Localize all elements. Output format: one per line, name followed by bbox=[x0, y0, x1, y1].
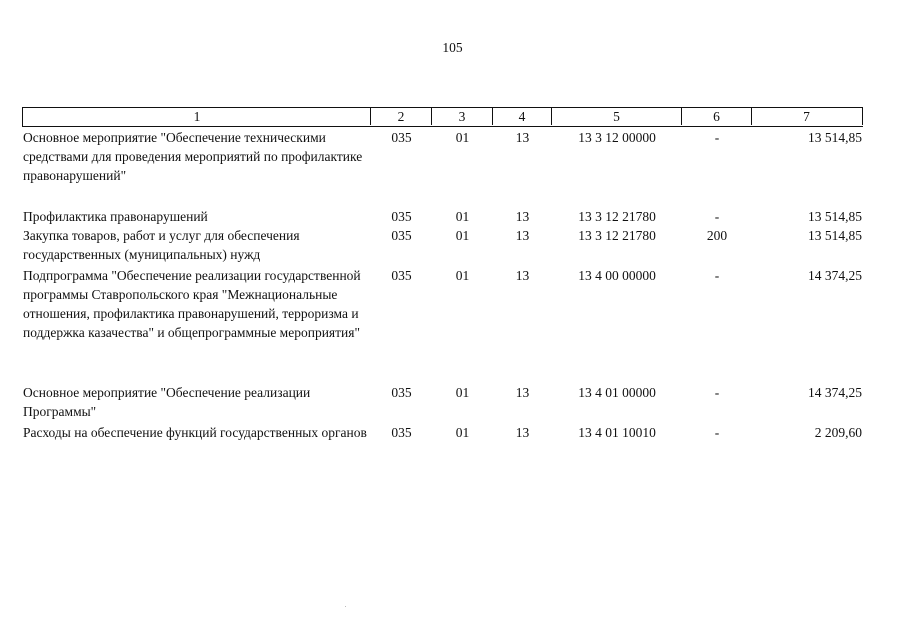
row-csr: 13 3 12 21780 bbox=[578, 209, 656, 224]
row-sum: 2 209,60 bbox=[814, 425, 862, 440]
row-podrazdel: 13 bbox=[515, 209, 530, 224]
row-vedomstvo: 035 bbox=[391, 385, 412, 400]
table-row bbox=[22, 207, 863, 226]
row-sum: 14 374,25 bbox=[808, 385, 862, 400]
header-col-4: 4 bbox=[493, 108, 552, 125]
row-sum: 13 514,85 bbox=[808, 209, 862, 224]
row-sum: 13 514,85 bbox=[808, 130, 862, 145]
row-csr: 13 4 01 10010 bbox=[578, 425, 656, 440]
header-col-1: 1 bbox=[23, 108, 371, 125]
scan-speck bbox=[345, 606, 346, 607]
row-vr: - bbox=[714, 209, 720, 224]
row-vedomstvo: 035 bbox=[391, 209, 412, 224]
table-body bbox=[22, 127, 863, 463]
row-razdel: 01 bbox=[455, 209, 470, 224]
row-csr: 13 3 12 00000 bbox=[578, 130, 656, 145]
row-vr: - bbox=[714, 130, 720, 145]
row-csr: 13 4 01 00000 bbox=[578, 385, 656, 400]
row-razdel: 01 bbox=[455, 425, 470, 440]
table-row bbox=[22, 226, 863, 266]
row-sum: 14 374,25 bbox=[808, 268, 862, 283]
row-csr: 13 4 00 00000 bbox=[578, 268, 656, 283]
row-podrazdel: 13 bbox=[515, 228, 530, 243]
row-name: Профилактика правонарушений bbox=[23, 209, 208, 224]
row-vr: - bbox=[714, 425, 720, 440]
table-row bbox=[22, 383, 863, 423]
table-row bbox=[22, 266, 863, 383]
budget-table bbox=[22, 107, 863, 463]
table-header-row bbox=[22, 107, 863, 127]
row-csr: 13 3 12 21780 bbox=[578, 228, 656, 243]
row-vr: - bbox=[714, 268, 720, 283]
row-vr: 200 bbox=[706, 228, 728, 243]
row-razdel: 01 bbox=[455, 130, 470, 145]
row-podrazdel: 13 bbox=[515, 268, 530, 283]
row-name: Основное мероприятие "Обеспечение реализации Программы" bbox=[23, 385, 311, 419]
row-sum: 13 514,85 bbox=[808, 228, 862, 243]
row-razdel: 01 bbox=[455, 385, 470, 400]
row-razdel: 01 bbox=[455, 268, 470, 283]
row-razdel: 01 bbox=[455, 228, 470, 243]
row-podrazdel: 13 bbox=[515, 130, 530, 145]
table-row bbox=[22, 127, 863, 207]
row-podrazdel: 13 bbox=[515, 425, 530, 440]
row-name: Основное мероприятие "Обеспечение техническими средствами для проведения мероприятий по профилактике правонарушений" bbox=[23, 130, 363, 183]
row-vedomstvo: 035 bbox=[391, 425, 412, 440]
row-name: Подпрограмма "Обеспечение реализации государственной программы Ставропольского края "Межнациональные отношения, профилактика правонарушений, терроризма и поддержка казачества" и общепрограммные мероприятия" bbox=[23, 268, 361, 340]
header-col-3: 3 bbox=[432, 108, 493, 125]
table-row bbox=[22, 423, 863, 463]
header-col-6: 6 bbox=[682, 108, 752, 125]
header-col-7: 7 bbox=[752, 108, 863, 125]
header-col-2: 2 bbox=[371, 108, 432, 125]
row-vedomstvo: 035 bbox=[391, 130, 412, 145]
row-name: Расходы на обеспечение функций государственных органов bbox=[23, 425, 367, 440]
page-number: 105 bbox=[442, 40, 463, 55]
row-podrazdel: 13 bbox=[515, 385, 530, 400]
header-col-5: 5 bbox=[552, 108, 682, 125]
row-name: Закупка товаров, работ и услуг для обеспечения государственных (муниципальных) нужд bbox=[23, 228, 300, 262]
row-vedomstvo: 035 bbox=[391, 228, 412, 243]
row-vedomstvo: 035 bbox=[391, 268, 412, 283]
row-vr: - bbox=[714, 385, 720, 400]
